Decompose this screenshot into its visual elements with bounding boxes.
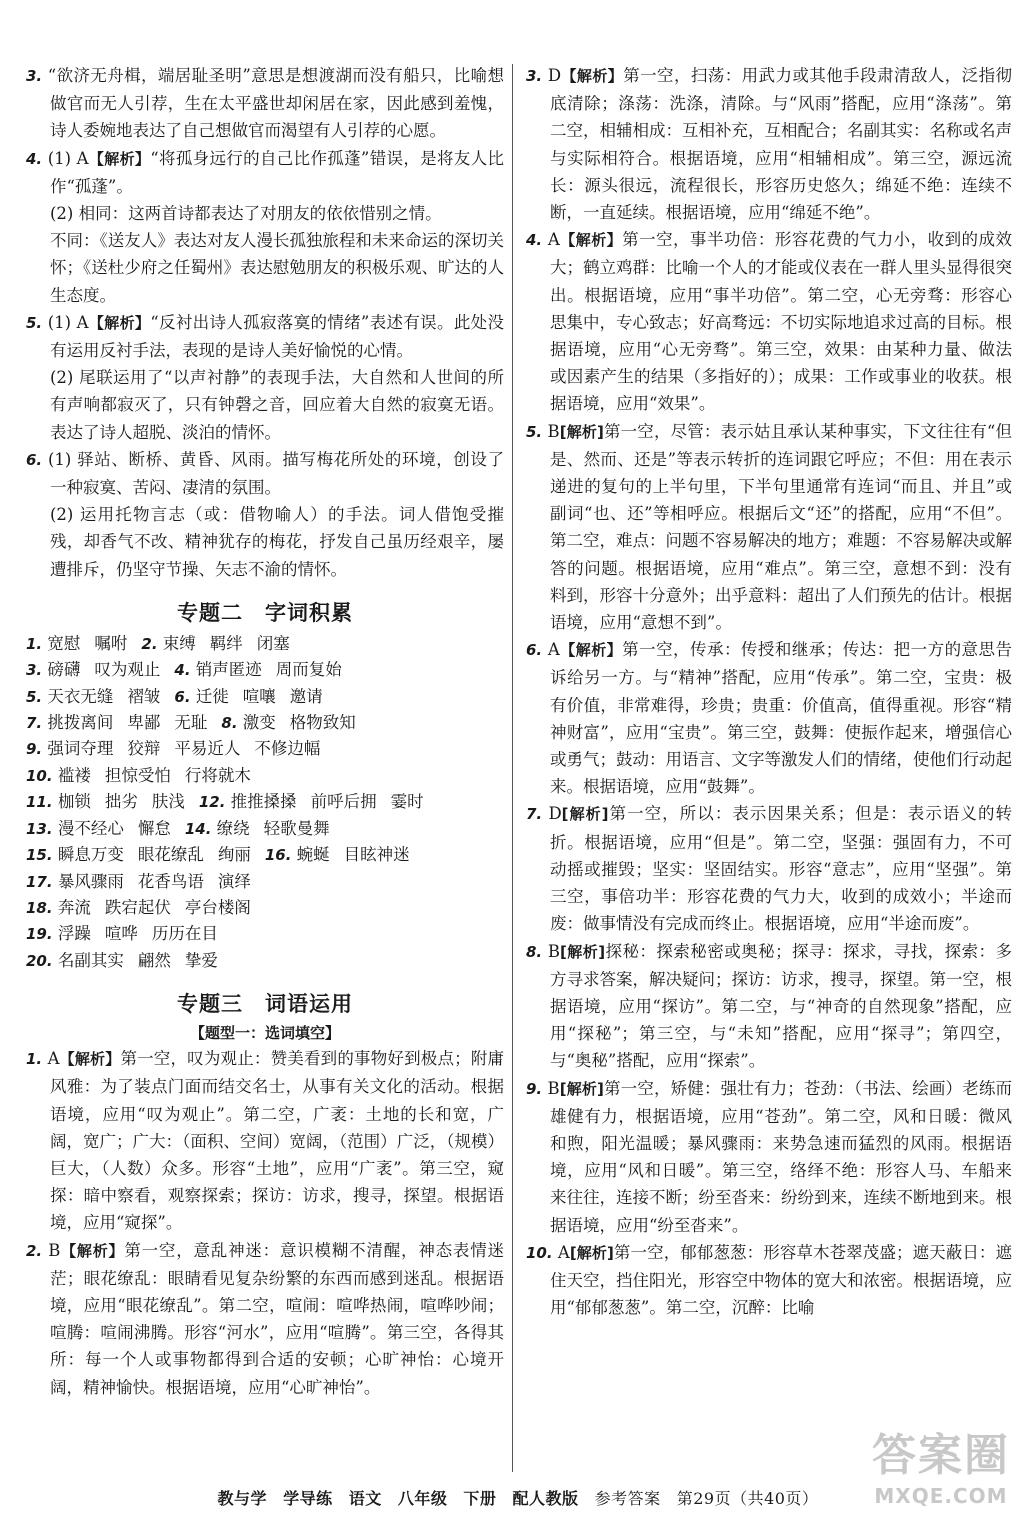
vocab-word: 推推搡搡 [230,792,297,812]
book-title: 教与学 [217,1489,268,1508]
vocab-word: 卑鄙 [127,713,161,733]
vocab-row [26,631,504,657]
item-number: 7. [26,714,43,733]
vocab-word: 不修边幅 [254,739,321,759]
section-title: 专题二 字词积累 [177,600,353,625]
vocab-word: 嘱咐 [94,633,128,653]
answer-item: 9. B[解析]第一空，矫健：强壮有力；苍劲：（书法、绘画）老练而雄健有力，根据语境，应用“苍劲”。第二空，风和日暖：微风和煦，阳光温暖；暴风骤雨：来势急速而猛烈的风雨。根据语境，应用“风和日暖”。第三空，络绎不绝：形容人马、车船来来往往，连接不断；纷至沓来：纷纷到来，连续不断地到来。根据语境，应用“纷至沓来”。 [526,1078,1013,1235]
vocab-word: 激变 [242,713,276,733]
vocab-word: 喧嚷 [242,686,276,706]
vocab-word: 羁绊 [209,633,243,653]
vocab-word: 懈怠 [137,818,171,838]
item-number: 14. [184,819,212,838]
vocab-word: 拙劣 [104,792,138,812]
vocab-word: 跌宕起伏 [104,897,171,917]
subject-label: 语文 [348,1489,382,1508]
vocab-word: 漫不经心 [57,818,124,838]
vocab-list [26,631,504,974]
right-column [526,62,1012,1321]
answer-subitem: (2) 尾联运用了“以声衬静”的表现手法，大自然和人世间的所有声响都寂灭了，只有钟磬之音，回应着大自然的寂寞无语。表达了诗人超脱、淡泊的情怀。 [50,368,504,442]
vocab-word: 历历在目 [151,924,218,944]
item-number: 2. [141,634,158,653]
edition-label: 配人教版 [512,1489,579,1508]
vocab-word: 行将就木 [184,765,251,785]
answer-item: 6. (1) 驿站、断桥、黄昏、风雨。描写梅花所处的环境，创设了一种寂寞、苦闷、凄清的氛围。 [26,449,504,498]
answer-item: 3. D【解析】第一空，扫荡：用武力或其他手段肃清敌人，泛指彻底清除；涤荡：洗涤，清除。与“风雨”搭配，应用“涤荡”。第二空，相辅相成：互相补充，互相配合；名副其实：名称或名声与实际相符合。根据语境，应用“相辅相成”。第三空，源远流长：源头很远，流程很长，形容历史悠久；绵延不绝：连续不断，一直延续。根据语境，应用“绵延不绝”。 [526,66,1012,223]
vocab-word: 褶皱 [127,686,161,706]
vocab-word: 肤浅 [151,792,185,812]
column-divider [512,64,513,1472]
answer-item: 4. (1) A【解析】“将孤身远行的自己比作孤蓬”错误，是将友人比作“孤蓬”。 [26,148,504,196]
item-number: 12. [198,793,226,812]
vocab-row [26,869,504,895]
left-column [26,62,504,1401]
item-number: 1. [26,634,43,653]
answer-item: 2. B【解析】第一空，意乱神迷：意识模糊不清醒，神态表情迷茫；眼花缭乱：眼睛看见复杂纷繁的东西而感到迷乱。根据语境，应用“眼花缭乱”。第二空，喧闹：喧哗热闹，喧哗吵闹；喧腾：喧闹沸腾。形容“河水”，应用“喧腾”。第三空，各得其所：每一个人或事物都得到合适的安顿；心旷神怡：心境开阔，精神愉快。根据语境，应用“心旷神怡”。 [26,1240,504,1397]
item-number: 18. [26,898,53,917]
answer-item: 7. D[解析]第一空，所以：表示因果关系；但是：表示语义的转折。根据语境，应用“但是”。第二空，坚强：强固有力，不可动摇或摧毁；坚实：坚固结实。形容“意志”，应用“坚强”。第三空，事倍功半：形容花费的气力大，收到的成效小；半途而废：做事情没有完成而终止。根据语境，应用“半途而废”。 [526,804,1013,934]
item-number: 17. [26,872,53,891]
answer-subitem: (2) 运用托物言志（或：借物喻人）的手法。词人借饱受摧残，却香气不改、精神犹存的梅花，抒发自己虽历经艰辛，屡遭排斥，仍坚守节操、矢志不渝的情怀。 [50,505,504,579]
vocab-word: 迁徙 [195,686,229,706]
vocab-word: 强词夺理 [47,739,114,759]
vocab-word: 平易近人 [174,739,241,759]
vocab-word: 演绎 [217,871,251,891]
vocab-word: 缭绕 [216,818,250,838]
vocab-word: 褴褛 [57,765,91,785]
vocab-word: 狡辩 [127,739,161,759]
page-number: 第29页（共40页） [676,1489,819,1508]
item-number: 5. [26,687,43,706]
vocab-word: 无耻 [174,713,208,733]
vocab-word: 花香鸟语 [137,871,204,891]
item-number: 16. [264,846,292,865]
item-number: 11. [26,793,53,812]
vocab-word: 磅礴 [47,660,81,680]
vocab-word: 销声匿迹 [195,660,262,680]
vocab-word: 霎时 [390,792,424,812]
answer-item: 8. B[解析]探秘：探索秘密或奥秘；探寻：探求，寻找，探索：多方寻求答案，解决疑问；探访：访求，搜寻，探望。第一空，根据语境，应用“探访”。第二空，与“神奇的自然现象”搭配，应用“探秘”；第三空，与“未知”搭配，应用“探寻”；第四空，与“奥秘”搭配，应用“探索”。 [526,941,1012,1071]
vocab-row [26,816,504,842]
watermark-logo: 答案圈 MXQE.COM [872,1430,1010,1508]
vocab-word: 蜿蜒 [296,845,330,865]
vocab-word: 挑拨离间 [47,713,114,733]
vocab-word: 格物致知 [289,713,356,733]
question-type-label: 【题型一：选词填空】 [189,1024,340,1043]
vocab-row [26,948,504,974]
vocab-word: 瞬息万变 [57,845,124,865]
answer-item: 4. A【解析】第一空，事半功倍：形容花费的气力小，收到的成效大；鹤立鸡群：比喻一个人的才能或仪表在一群人里头显得很突出。根据语境，应用“事半功倍”。第二空，心无旁骛：形容心思集中，专心致志；好高骛远：不切实际地追求过高的目标。根据语境，应用“心无旁骛”。第三空，效果：由某种力量、做法或因素产生的结果（多指好的）；成果：工作或事业的收获。根据语境，应用“效果”。 [526,230,1012,414]
answer-item: 6. A【解析】第一空，传承：传授和继承；传达：把一方的意思告诉给另一方。与“精神”搭配，应用“传承”。第二空，宝贵：极有价值，非常难得，珍贵；贵重：价值高，值得重视。形容“精神财富”，应用“宝贵”。第三空，鼓舞：使振作起来，增强信心或勇气；鼓动：用语言、文字等激发人们的情绪，使他们行动起来。根据语境，应用“鼓舞”。 [526,640,1012,797]
vocab-word: 天衣无缝 [47,686,114,706]
item-number: 8. [221,714,238,733]
vocab-word: 奔流 [57,897,91,917]
vocab-row [26,789,504,815]
item-number: 10. [26,766,53,785]
item-number: 9. [26,740,43,759]
answer-label: 参考答案 [594,1489,661,1508]
section-title: 专题三 词语运用 [177,992,353,1017]
vocab-word: 周而复始 [275,660,342,680]
vocab-word: 眼花缭乱 [137,845,204,865]
answer-item: 1. A【解析】第一空，叹为观止：赞美看到的事物好到极点；附庸风雅：为了装点门面而结交名士，从事有关文化的活动。根据语境，应用“叹为观止”。第二空，广袤：土地的长和宽，广阔，宽广；广大：（面积、空间）宽阔，（范围）广泛，（规模）巨大，（人数）众多。形容“土地”，应用“广袤”。第三空，窥探：暗中察看，观察探索；探访：访求，搜寻，探望。根据语境，应用“窥探”。 [26,1049,505,1233]
answer-item: 3. “欲济无舟楫，端居耻圣明”意思是想渡湖而没有船只，比喻想做官而无人引荐，生在太平盛世却闲居在家，因此感到羞愧，诗人委婉地表达了自己想做官而渴望有人引荐的心愿。 [26,66,505,141]
vocab-row [26,763,504,789]
answer-subitem: 不同：《送友人》表达对友人漫长孤独旅程和未来命运的深切关怀；《送杜少府之任蜀州》表达慰勉朋友的积极乐观、旷达的人生态度。 [50,231,504,305]
item-number: 13. [26,819,53,838]
answer-item: 5. (1) A【解析】“反衬出诗人孤寂落寞的情绪”表述有误。此处没有运用反衬手法，表现的是诗人美好愉悦的心情。 [26,312,504,361]
volume-label: 下册 [463,1489,497,1508]
vocab-word: 挚爱 [184,950,218,970]
answer-item: 5. B[解析]第一空，尽管：表示姑且承认某种事实，下文往往有“但是、然而、还是”等表示转折的连词跟它呼应；不但：用在表示递进的复句的上半句里，下半句里通常有连词“而且、并且”或副词“也、还”等相呼应。根据后文“还”的搭配，应用“不但”。第二空，难点：问题不容易解决的地方；难题：不容易解决或解答的问题。根据语境，应用“难点”。第三空，意想不到：没有料到，形容十分意外；出乎意料：超出了人们预先的估计。根据语境，应用“意想不到”。 [526,421,1013,633]
item-number: 20. [26,951,53,970]
item-number: 6. [174,687,191,706]
vocab-word: 担惊受怕 [104,765,171,785]
vocab-word: 束缚 [162,633,196,653]
vocab-word: 亭台楼阁 [184,897,251,917]
vocab-row [26,710,504,736]
vocab-word: 邀请 [289,686,323,706]
vocab-word: 轻歌曼舞 [263,818,330,838]
grade-label: 八年级 [397,1489,448,1508]
vocab-word: 浮躁 [57,924,91,944]
item-number: 19. [26,925,53,944]
vocab-word: 暴风骤雨 [57,871,124,891]
vocab-row [26,895,504,921]
vocab-word: 名副其实 [57,950,124,970]
item-number: 15. [26,846,53,865]
vocab-word: 翩然 [137,950,171,970]
answer-subitem: (2) 相同：这两首诗都表达了对朋友的依依惜别之情。 [50,204,442,224]
vocab-word: 枷锁 [57,792,91,812]
vocab-row [26,842,504,868]
book-series: 学导练 [283,1489,333,1508]
vocab-word: 叹为观止 [94,660,161,680]
vocab-word: 目眩神迷 [343,845,410,865]
vocab-word: 宽慰 [47,633,81,653]
vocab-word: 闭塞 [256,633,290,653]
vocab-word: 喧哗 [104,924,138,944]
item-number: 4. [174,661,191,680]
vocab-word: 前呼后拥 [310,792,377,812]
vocab-row [26,921,504,947]
vocab-row [26,657,504,683]
item-number: 3. [26,661,43,680]
answer-item: 10. A[解析]第一空，郁郁葱葱：形容草木苍翠茂盛；遮天蔽日：遮住天空，挡住阳光，形容空中物体的宽大和浓密。根据语境，应用“郁郁葱葱”。第二空，沉醉：比喻 [526,1242,1012,1318]
vocab-row [26,736,504,762]
vocab-row [26,684,504,710]
vocab-word: 绚丽 [217,845,251,865]
